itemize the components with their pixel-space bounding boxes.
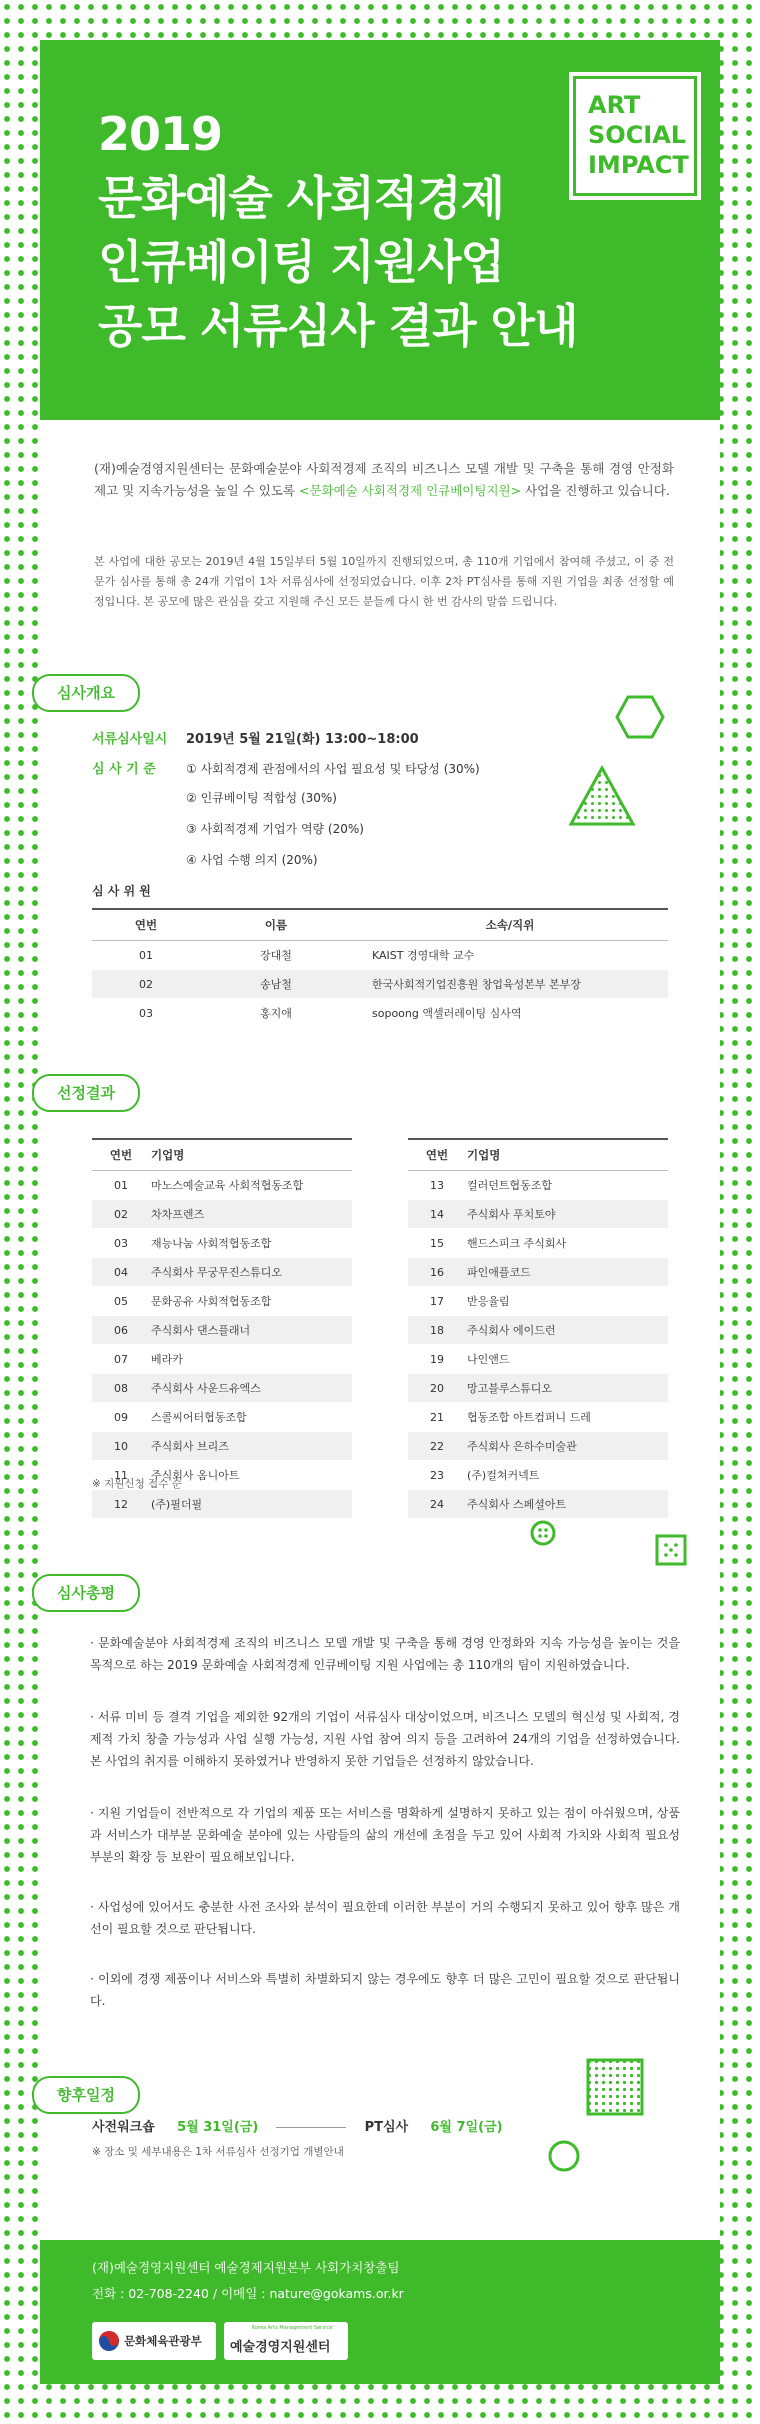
cell-no: 02: [92, 1200, 150, 1229]
col-header-name: 이름: [200, 909, 352, 941]
schedule-step1-label: 사전워크숍: [92, 2120, 155, 2135]
cell-no: 08: [92, 1374, 150, 1403]
cell-no: 09: [92, 1403, 150, 1432]
cell-no: 24: [408, 1490, 466, 1519]
schedule-connector: [276, 2127, 346, 2128]
mcst-logo-text: 문화체육관광부: [124, 2334, 202, 2348]
committee-label: 심 사 위 원: [92, 884, 151, 898]
table-row: [92, 1171, 352, 1200]
table-row: [92, 1258, 352, 1287]
cell-org: sopoong 액셀러레이팅 심사역: [352, 999, 668, 1028]
cell-company: 반응율림: [466, 1287, 668, 1316]
cell-no: 04: [92, 1258, 150, 1287]
cell-company: 협동조합 아트컴퍼니 드레: [466, 1403, 668, 1432]
title-line-year: 2019: [98, 107, 223, 161]
cell-no: 14: [408, 1200, 466, 1229]
cell-org: KAIST 경영대학 교수: [352, 941, 668, 970]
table-row: [408, 1374, 668, 1403]
kams-logo: [224, 2322, 348, 2360]
intro-highlight: <문화예술 사회적경제 인큐베이팅지원>: [298, 483, 522, 498]
schedule-step2-date: 6월 7일(금): [430, 2120, 503, 2135]
cell-no: 02: [92, 970, 200, 999]
table-row: [92, 970, 668, 999]
cell-company: 차차프렌즈: [150, 1200, 352, 1229]
schedule-row: [92, 2116, 503, 2135]
cell-no: 07: [92, 1345, 150, 1374]
cell-company: 주식회사 은하수미술관: [466, 1432, 668, 1461]
cell-no: 11: [92, 1461, 150, 1490]
title-line-2: 인큐베이팅 지원사업: [98, 235, 504, 289]
review-paragraph: · 문화예술분야 사회적경제 조직의 비즈니스 모델 개발 및 구축을 통해 경영 안정화와 지속 가능성을 높이는 것을 목적으로 하는 2019 문화예술 사회적경제 인큐베이팅 지원 사업에는 총 110개의 팀이 지원하였습니다.: [90, 1636, 680, 1672]
criteria-item: ④ 사업 수행 의지 (20%): [186, 853, 318, 867]
cell-company: 주식회사 스페셜아트: [466, 1490, 668, 1519]
cell-no: 20: [408, 1374, 466, 1403]
cell-no: 05: [92, 1287, 150, 1316]
section-results-title: 선정결과: [32, 1074, 140, 1112]
cell-no: 12: [92, 1490, 150, 1519]
taegeuk-icon: [98, 2330, 120, 2352]
table-row: [408, 1403, 668, 1432]
cell-company: 주식회사 브리즈: [150, 1432, 352, 1461]
table-row: [92, 1200, 352, 1229]
intro-text-2: 사업을 진행하고 있습니다.: [521, 483, 670, 498]
hero-banner: [40, 40, 720, 420]
criteria-row-1: [92, 758, 480, 777]
table-row: [408, 1432, 668, 1461]
cell-no: 23: [408, 1461, 466, 1490]
cell-company: 망고블루스튜디오: [466, 1374, 668, 1403]
section-schedule-title: 향후일정: [32, 2076, 140, 2114]
table-row: [92, 1345, 352, 1374]
dotted-square-icon: [655, 1534, 687, 1566]
cell-no: 16: [408, 1258, 466, 1287]
cell-company: 주식회사 푸치토야: [466, 1200, 668, 1229]
table-row: [92, 1403, 352, 1432]
dotted-square-icon: [586, 2058, 644, 2116]
mcst-logo: [92, 2322, 216, 2360]
table-row: [92, 1316, 352, 1345]
cell-company: 파인애플코드: [466, 1258, 668, 1287]
review-paragraph: · 사업성에 있어서도 충분한 사전 조사와 분석이 필요한데 이러한 부분이 거의 수행되지 못하고 있어 향후 많은 개선이 필요할 것으로 판단됩니다.: [90, 1900, 680, 1936]
cell-company: 나인앤드: [466, 1345, 668, 1374]
circle-icon: [546, 2138, 582, 2174]
table-row: [92, 1490, 352, 1519]
col-header-no: 연번: [408, 1139, 466, 1171]
cell-company: 마노스예술교육 사회적협동조합: [150, 1171, 352, 1200]
cell-name: 홍지애: [200, 999, 352, 1028]
kams-logo-sub: Korea Arts Management Service: [252, 2325, 333, 2331]
schedule-note: ※ 장소 및 세부내용은 1차 서류심사 선정기업 개별안내: [92, 2146, 344, 2158]
cell-name: 송남철: [200, 970, 352, 999]
cell-no: 13: [408, 1171, 466, 1200]
cell-no: 17: [408, 1287, 466, 1316]
cell-company: 핸드스피크 주식회사: [466, 1229, 668, 1258]
review-paragraph: · 지원 기업들이 전반적으로 각 기업의 제품 또는 서비스를 명확하게 설명하지 못하고 있는 점이 아쉬웠으며, 상품과 서비스가 대부분 문화예술 분야에 있는 사람들의 삶의 개선에 초점을 두고 있어 사회적 가치와 사회적 필요성 부분의 확장 등 보완이 필요해보입니다.: [90, 1806, 680, 1864]
col-header-company: 기업명: [150, 1139, 352, 1171]
table-row: [92, 1287, 352, 1316]
results-note: ※ 지원신청 접수 순: [92, 1478, 182, 1490]
table-row: [408, 1287, 668, 1316]
cell-name: 장대철: [200, 941, 352, 970]
cell-company: (주)필더필: [150, 1490, 352, 1519]
col-header-company: 기업명: [466, 1139, 668, 1171]
schedule-step1-date: 5월 31일(금): [177, 2120, 259, 2135]
table-row: [408, 1258, 668, 1287]
footer: [40, 2240, 720, 2384]
cell-no: 03: [92, 1229, 150, 1258]
table-row: [92, 1229, 352, 1258]
table-row: [92, 999, 668, 1028]
cell-company: 주식회사 옴니아트: [150, 1461, 352, 1490]
results-table-right: [408, 1138, 668, 1519]
criteria-item: ③ 사회적경제 기업가 역량 (20%): [186, 822, 364, 836]
table-row: [408, 1345, 668, 1374]
schedule-step2-label: PT심사: [364, 2120, 409, 2135]
cell-org: 한국사회적기업진흥원 창업육성본부 본부장: [352, 970, 668, 999]
cell-company: 베라카: [150, 1345, 352, 1374]
cell-company: 주식회사 무궁무진스튜디오: [150, 1258, 352, 1287]
art-social-impact-logo: [573, 76, 697, 196]
cell-company: 문화공유 사회적협동조합: [150, 1287, 352, 1316]
criteria-item: ② 인큐베이팅 적합성 (30%): [186, 791, 337, 805]
table-row: [92, 1374, 352, 1403]
intro-paragraph: [94, 458, 674, 502]
logo-word-social: SOCIAL: [588, 121, 687, 149]
cell-company: 주식회사 사운드유엑스: [150, 1374, 352, 1403]
table-row: [408, 1461, 668, 1490]
table-row: [408, 1490, 668, 1519]
review-paragraph: · 이외에 경쟁 제품이나 서비스와 특별히 차별화되지 않는 경우에도 향후 더 많은 고민이 필요할 것으로 판단됩니다.: [90, 1972, 680, 2008]
review-paragraph: · 서류 미비 등 결격 기업을 제외한 92개의 기업이 서류심사 대상이었으며, 비즈니스 모델의 혁신성 및 사회적, 경제적 가치 창출 가능성과 사업 실행 가능성, 지원 사업 참여 의지 등을 고려하여 24개의 기업을 선정하였습니다. 본 사업의 취지를 이해하지 못하였거나 반영하지 못한 기업들은 선정하지 않았습니다.: [90, 1710, 680, 1768]
footer-contact: 전화 : 02-708-2240 / 이메일 : nature@gokams.or.kr: [92, 2286, 404, 2301]
cell-no: 22: [408, 1432, 466, 1461]
cell-no: 06: [92, 1316, 150, 1345]
cell-no: 01: [92, 941, 200, 970]
table-row: [408, 1316, 668, 1345]
intro-text-1: (재)예술경영지원센터는 문화예술분야 사회적경제 조직의 비즈니스 모델 개발 및 구축을 통해 경영 안정화 제고 및 지속가능성을 높일 수 있도록: [94, 461, 674, 498]
cell-company: 재능나눔 사회적협동조합: [150, 1229, 352, 1258]
table-row: [92, 1432, 352, 1461]
cell-no: 10: [92, 1432, 150, 1461]
results-table-left: [92, 1138, 352, 1519]
cell-no: 01: [92, 1171, 150, 1200]
cell-no: 18: [408, 1316, 466, 1345]
cell-company: 컬러던트협동조합: [466, 1171, 668, 1200]
cell-company: 주식회사 댄스플래너: [150, 1316, 352, 1345]
table-row: [408, 1171, 668, 1200]
section-review-title: 심사총평: [32, 1574, 140, 1612]
notice-card: [40, 40, 720, 2384]
title-line-1: 문화예술 사회적경제: [98, 171, 504, 225]
footer-org: (재)예술경영지원센터 예술경제지원본부 사회가치창출팀: [92, 2260, 400, 2275]
col-header-org: 소속/직위: [352, 909, 668, 941]
hexagon-icon: [615, 695, 665, 739]
dotted-circle-icon: [528, 1518, 558, 1548]
table-row: [408, 1229, 668, 1258]
cell-no: 21: [408, 1403, 466, 1432]
criteria-label: 심 사 기 준: [92, 762, 156, 777]
cell-no: 19: [408, 1345, 466, 1374]
col-header-no: 연번: [92, 1139, 150, 1171]
title-line-3: 공모 서류심사 결과 안내: [98, 299, 578, 353]
review-date-label: 서류심사일시: [92, 732, 168, 747]
logo-word-art: ART: [588, 91, 641, 119]
criteria-item: ① 사회적경제 관점에서의 사업 필요성 및 타당성 (30%): [186, 762, 480, 776]
logo-word-impact: IMPACT: [588, 151, 689, 179]
cell-no: 15: [408, 1229, 466, 1258]
dotted-triangle-icon: [568, 765, 636, 827]
page-title: [98, 102, 577, 358]
col-header-no: 연번: [92, 909, 200, 941]
table-row: [92, 941, 668, 970]
cell-no: 03: [92, 999, 200, 1028]
kams-logo-text: 예술경영지원센터: [230, 2340, 331, 2355]
intro-paragraph-2: 본 사업에 대한 공모는 2019년 4월 15일부터 5월 10일까지 진행되었으며, 총 110개 기업에서 참여해 주셨고, 이 중 전문가 심사를 통해 총 24개 기업이 1차 서류심사에 선정되었습니다. 이후 2차 PT심사를 통해 지원 기업을 최종 선정할 예정입니다. 본 공모에 많은 관심을 갖고 지원해 주신 모든 분들께 다시 한 번 감사의 말씀 드립니다.: [94, 555, 674, 608]
section-overview-title: 심사개요: [32, 674, 140, 712]
cell-company: 주식회사 에이드런: [466, 1316, 668, 1345]
cell-company: 스콜씨어터협동조합: [150, 1403, 352, 1432]
committee-table: [92, 908, 668, 1028]
table-row: [408, 1200, 668, 1229]
review-date-value: 2019년 5월 21일(화) 13:00~18:00: [186, 732, 419, 747]
cell-company: (주)컬쳐커넥트: [466, 1461, 668, 1490]
review-date-row: [92, 728, 419, 747]
